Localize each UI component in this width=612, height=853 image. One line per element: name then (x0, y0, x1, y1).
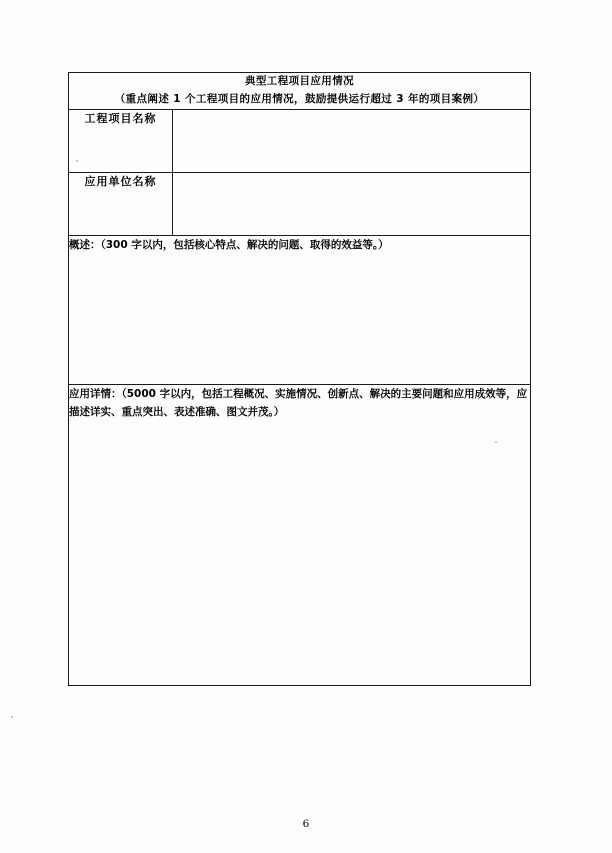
project-application-form (68, 72, 531, 686)
form-title-primary: 典型工程项目应用情况 (245, 75, 354, 87)
form-title-row (69, 73, 531, 110)
summary-input[interactable] (69, 254, 530, 264)
detail-heading: 应用详情： (69, 387, 122, 400)
summary-section (69, 235, 531, 384)
detail-prompt-line (69, 385, 530, 422)
summary-prompt: （300 字以内，包括核心特点、解决的问题、取得的效益等。） (100, 238, 389, 251)
detail-prompt: （5000 字以内，包括工程概况、实施情况、创新点、解决的主要问题和应用成效等，应描述详实、重点突出、表述准确、图文并茂。） (69, 387, 528, 419)
project-name-label: 工程项目名称 (69, 109, 173, 172)
applicant-unit-label: 应用单位名称 (69, 172, 173, 235)
detail-row (69, 384, 531, 685)
detail-input[interactable] (69, 421, 530, 431)
form-title-cell (69, 73, 531, 110)
table-row (69, 109, 531, 172)
scan-speckle (11, 716, 13, 718)
page-number: 6 (302, 818, 310, 830)
summary-row (69, 235, 531, 384)
table-row (69, 172, 531, 235)
form-title-secondary: （重点阐述 1 个工程项目的应用情况，鼓励提供运行超过 3 年的项目案例） (114, 92, 485, 105)
summary-prompt-line (69, 236, 530, 254)
project-name-field[interactable] (173, 109, 531, 172)
summary-heading: 概述： (69, 238, 101, 251)
applicant-unit-field[interactable] (173, 172, 531, 235)
detail-section (69, 384, 531, 685)
